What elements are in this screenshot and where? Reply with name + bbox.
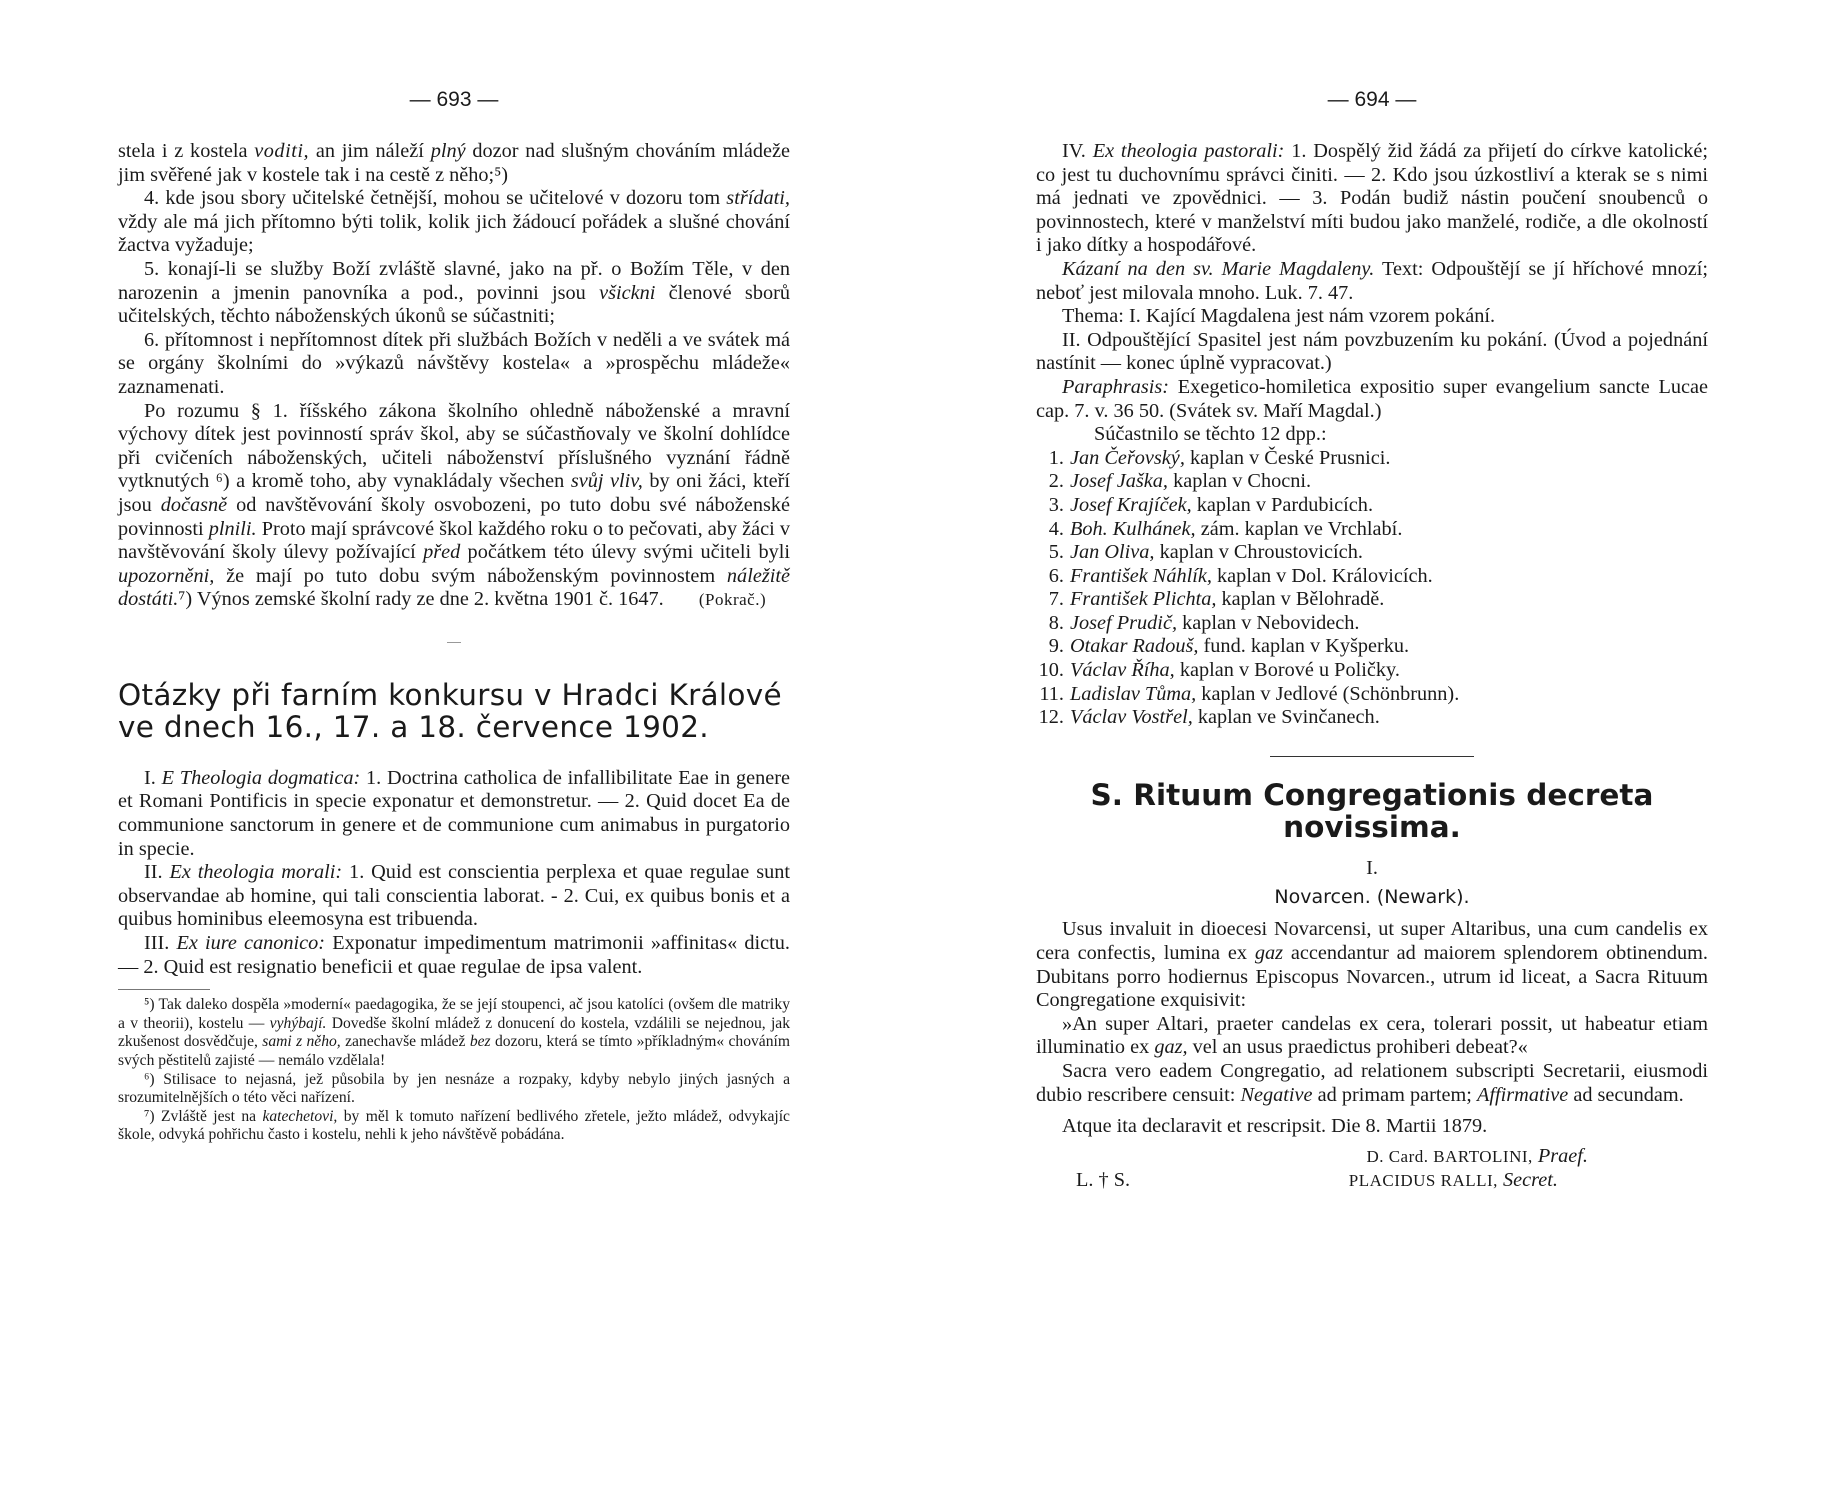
continued-marker: (Pokrač.): [698, 590, 767, 610]
paragraph: 6. přítomnost i nepřítomnost dítek při službách Božích v neděli a ve svátek má se orgány školními do »výkazů návštěvy kostela« a »prospěchu mládeže« zaznamenati.: [118, 328, 790, 398]
paragraph: I. E Theologia dogmatica: 1. Doctrina catholica de infallibilitate Eae in genere et Romani Pontificis in specie exponatur et demonstretur. — 2. Quid docet Ea de communione sanctorum in genere et de communione cum animabus in purgatorio in specie.: [118, 766, 790, 860]
list-item: 9. Otakar Radouš, fund. kaplan v Kyšperku.: [1048, 635, 1410, 658]
paragraph: III. Ex iure canonico: Exponatur impedimentum matrimonii »affinitas« dictu. — 2. Quid est resignatio beneficii et quae regulae de ipsa valent.: [118, 932, 790, 978]
right-body: [1036, 140, 1708, 730]
page-number: — 694 —: [1327, 88, 1417, 111]
paragraph: II. Ex theologia morali: 1. Quid est conscientia perplexa et quae regulae sunt observandae ab homine, qui tali conscientia laborat. - 2. Cui, ex quibus bonis et a quibus hominibus eleemosyna est tribuenda.: [118, 861, 791, 931]
page-number: — 693 —: [409, 88, 499, 111]
paragraph: II. Odpouštějící Spasitel jest nám povzbuzením ku pokání. (Úvod a pojednání nastínit — konec úplně vypracovat.): [1036, 328, 1708, 375]
right-page: [1036, 0, 1708, 1500]
decree-body: [1036, 918, 1708, 1192]
left-page: [118, 0, 790, 1500]
list-item: 6. František Náhlík, kaplan v Dol. Královicích.: [1048, 564, 1433, 587]
participant-list: [1036, 447, 1708, 730]
signature-line: L. † S. PLACIDUS RALLI, Secret.: [1076, 1168, 1558, 1191]
paragraph: Paraphrasis: Exegetico-homiletica expositio super evangelium sancte Lucae cap. 7. v. 36 50. (Svátek sv. Maří Magdal.): [1036, 375, 1708, 422]
paragraph: 4. kde jsou sbory učitelské četnější, mohou se učitelové v dozoru tom střídati, vždy ale má jich přítomno býti tolik, kolik jich žádoucí pořádek a slušné chování žactva vyžaduje;: [118, 187, 790, 257]
footnote: ⁷) Zvláště jest na katechetovi, by měl k tomuto nařízení bedlivého zřetele, ježto mládež, odvykajíc škole, odvyká pohřichu často i kostelu, nehli k jeho návštěvě pobádána.: [118, 1107, 790, 1144]
list-item: 1. Jan Čeřovský, kaplan v České Prusnici.: [1048, 446, 1391, 469]
list-item: 4. Boh. Kulhánek, zám. kaplan ve Vrchlabí.: [1048, 517, 1403, 540]
exam-questions: [118, 767, 790, 979]
footnote: ⁵) Tak daleko dospěla »moderní« paedagogika, že se její stoupenci, ač jsou katolíci (ovšem dle matriky a v theorii), kostelu — vyhýbají. Dovedše školní mládež z donucení do kostela, vzdálili se nejednou, jak zkušenost dosvědčuje, sami z něho, zanechavše mládež bez dozoru, která se tímto »příkladným« chováním svých pěstitelů zajisté — nemálo vzdělala!: [118, 996, 791, 1069]
list-item: 5. Jan Oliva, kaplan v Chroustovicích.: [1048, 541, 1363, 564]
list-item: 2. Josef Jaška, kaplan v Chocni.: [1048, 470, 1312, 493]
paragraph: stela i z kostela voditi, an jim náleží plný dozor nad slušným chováním mládeže jim svěřené jak v kostele tak i na cestě z něho;⁵): [118, 140, 790, 186]
footnote-divider: [118, 989, 210, 990]
list-item: 11. Ladislav Tůma, kaplan v Jedlové (Schönbrunn).: [1039, 682, 1460, 705]
footnote: ⁶) Stilisace to nejasná, jež působila by jen nesnáze a rozpaky, kdyby nebylo jiných jasných a srozumitelnějších o této věci nařízení.: [118, 1070, 790, 1107]
paragraph: Kázaní na den sv. Marie Magdaleny. Text: Odpouštějí se jí hříchové mnozí; neboť jest milovala mnoho. Luk. 7. 47.: [1036, 257, 1708, 304]
paragraph: »An super Altari, praeter candelas ex cera, tolerari possit, ut habeatur etiam illuminatio ex gaz, vel an usus praedictus prohiberi debeat?«: [1036, 1012, 1708, 1059]
paragraph: 5. konají-li se služby Boží zvláště slavné, jako na př. o Božím Těle, v den narozenin a jmenin panovníka a pod., povinni jsou všickni členové sborů učitelských, těchto náboženských úkonů se súčastniti;: [118, 257, 790, 328]
paragraph: Thema: I. Kající Magdalena jest nám vzorem pokání.: [1062, 305, 1496, 328]
seal-mark: L. † S.: [1076, 1168, 1131, 1191]
divider: [447, 642, 461, 643]
roman-numeral: I.: [1366, 856, 1378, 879]
section-heading: Otázky při farním konkursu v Hradci Králové ve dnech 16., 17. a 18. července 1902.: [118, 677, 782, 744]
list-item: 3. Josef Krajíček, kaplan v Pardubicích.: [1048, 493, 1374, 516]
subheading: Novarcen. (Newark).: [1274, 886, 1470, 909]
paragraph: IV. Ex theologia pastorali: 1. Dospělý žid žádá za přijetí do církve katolické; co jest tu duchovnímu správci činiti. — 2. Kdo jsou úzkostliví a kterak se s nimi má jednati ve zpovědnici. — 3. Podán budiž nástin poučení snoubenců o povinnostech, které v manželství míti budou jako manželé, rodiče, a dle okolností i jako dítky a hospodářové.: [1036, 140, 1709, 257]
list-item: 8. Josef Prudič, kaplan v Nebovidech.: [1048, 611, 1360, 634]
paragraph: Sacra vero eadem Congregatio, ad relationem subscripti Secretarii, eiusmodi dubio rescribere censuit: Negative ad primam partem; Affirmative ad secundam.: [1036, 1060, 1708, 1106]
divider: [1270, 756, 1474, 757]
paragraph: Súčastnilo se těchto 12 dpp.:: [1094, 423, 1327, 446]
signature-line: D. Card. BARTOLINI, Praef.: [1366, 1144, 1588, 1167]
paragraph: Usus invaluit in dioecesi Novarcensi, ut super Altaribus, una cum candelis ex cera confectis, lumina ex gaz accendantur ad maiorem splendorem obtinendum. Dubitans porro hodiernus Episcopus Novarcen., utrum id liceat, a Sacra Rituum Congregatione exquisivit:: [1036, 918, 1708, 1012]
list-item: 10. Václav Říha, kaplan v Borové u Poličky.: [1038, 659, 1400, 682]
list-item: 12. Václav Vostřel, kaplan ve Svinčanech.: [1038, 706, 1380, 729]
paragraph: Atque ita declaravit et rescripsit. Die 8. Martii 1879.: [1062, 1115, 1488, 1138]
section-heading: S. Rituum Congregationis decreta novissima.: [1090, 777, 1654, 844]
left-body: [118, 140, 790, 612]
paragraph: Po rozumu § 1. říšského zákona školního ohledně náboženské a mravní výchovy dítek jest povinností správ škol, aby se súčastňovaly ve školní dohlídce při cvičeních náboženských, učiteli náboženství příslušného vyznání řádně vytknutých ⁶) a kromě toho, aby vynakládaly všechen svůj vliv, by oni žáci, kteří jsou dočasně od navštěvování školy osvobozeni, po tuto dobu své náboženské povinnosti plnili. Proto mají správcové škol každého roku o to pečovati, aby žáci v navštěvování školy úlevy požívající před počátkem této úlevy svými učiteli byli upozorněni, že mají po tuto dobu svým náboženským povinnostem náležitě dostáti.⁷) Výnos zemské školní rady ze dne 2. května 1901 č. 1647. (Pokrač.): [118, 399, 791, 611]
list-item: 7. František Plichta, kaplan v Bělohradě.: [1048, 588, 1385, 611]
footnotes: [118, 996, 790, 1145]
